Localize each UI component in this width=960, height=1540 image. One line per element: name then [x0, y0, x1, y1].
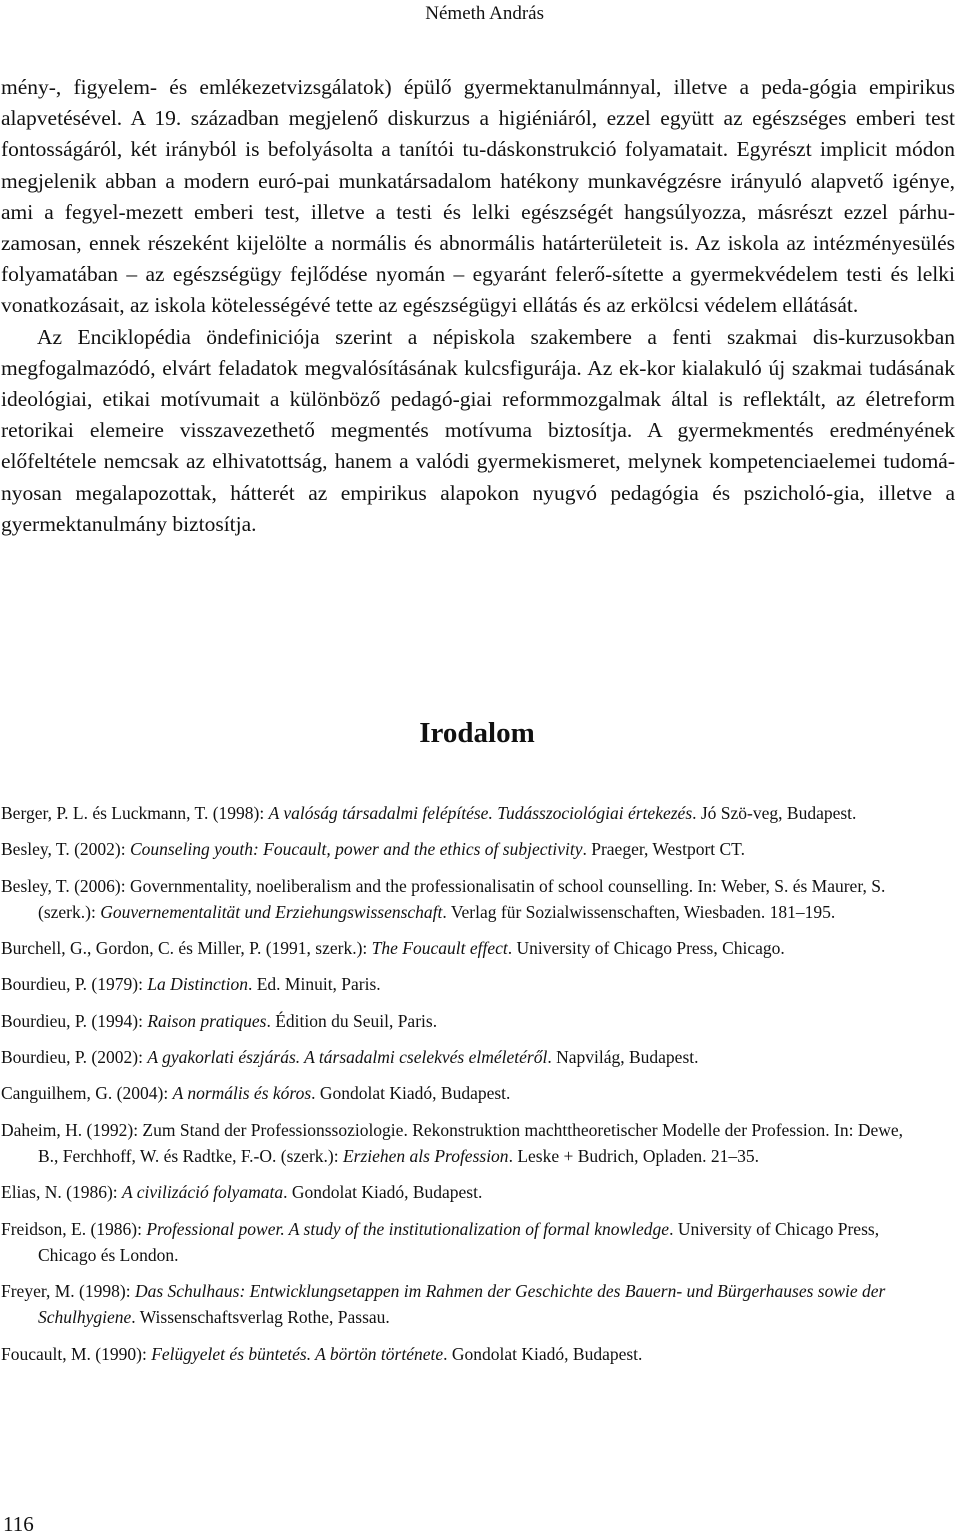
- reference-list: [1, 800, 919, 1377]
- reference-title: Raison pratiques: [147, 1010, 267, 1031]
- reference-publisher: . Praeger, Westport CT.: [582, 839, 745, 860]
- reference-authors: Daheim, H. (1992): Zum Stand der Professionssoziologie. Rekonstruktion machttheoretischer Modelle der Profession. In: Dewe, B., Ferchhoff, W. és Radtke, F.-O. (szerk.):: [1, 1119, 904, 1166]
- reference-title: The Foucault effect: [371, 938, 508, 959]
- reference-publisher: . Gondolat Kiadó, Budapest.: [283, 1182, 483, 1203]
- reference-item: [1, 1341, 919, 1367]
- reference-title: Gouvernementalität und Erziehungswissenschaft: [100, 901, 443, 922]
- reference-authors: Bourdieu, P. (1979):: [1, 974, 148, 995]
- reference-authors: Bourdieu, P. (1994):: [1, 1010, 148, 1031]
- reference-title: La Distinction: [147, 974, 248, 995]
- section-title: Irodalom: [419, 717, 535, 749]
- reference-publisher: . Gondolat Kiadó, Budapest.: [443, 1343, 643, 1364]
- reference-authors: Foucault, M. (1990):: [1, 1343, 152, 1364]
- reference-authors: Elias, N. (1986):: [1, 1182, 123, 1203]
- reference-authors: Besley, T. (2002):: [1, 839, 130, 860]
- reference-title: Erziehen als Profession: [342, 1145, 509, 1166]
- reference-title: Counseling youth: Foucault, power and the ethics of subjectivity: [129, 839, 583, 860]
- reference-item: [1, 1080, 919, 1106]
- reference-item: [1, 873, 919, 926]
- reference-publisher: . University of Chicago Press, Chicago.: [507, 938, 785, 959]
- reference-authors: Bourdieu, P. (2002):: [1, 1047, 148, 1068]
- running-head: Németh András: [425, 3, 544, 24]
- reference-item: [1, 1117, 919, 1170]
- reference-authors: Freidson, E. (1986):: [1, 1218, 147, 1239]
- reference-publisher: . University of Chicago Press, Chicago és London.: [38, 1218, 880, 1265]
- reference-authors: Freyer, M. (1998):: [1, 1281, 135, 1302]
- body-paragraph: mény-, figyelem- és emlékezetvizsgálatok) épülő gyermektanulmánnyal, illetve a peda-gógia empirikus alapvetésével. A 19. században megjelenő diskurzus a higiéniáról, ezzel együtt az egészséges emberi test fontosságáról, két irányból is befolyásolta a tanítói tu-dáskonstrukció folyamatait. Egyrészt implicit módon megjelenik abban a modern euró-pai munkatársadalom hatékony munkavégzésre irányuló alapvető igénye, ami a fegyel-mezett emberi test, illetve a testi és lelki egészségét hangsúlyozza, másrészt ezzel párhu-zamosan, ennek részeként kijelölte a normális és abnormális határterületeit is. Az iskola az intézményesülés folyamatában – az egészségügy fejlődése nyomán – egyaránt felerő-sítette a gyermekvédelem testi és lelki vonatkozásait, az iskola kötelességévé tette az egészségügyi ellátás és az erkölcsi védelem ellátását.: [1, 75, 955, 318]
- reference-authors: Burchell, G., Gordon, C. és Miller, P. (1991, szerk.):: [1, 938, 372, 959]
- reference-item: [1, 1179, 919, 1205]
- reference-title: A gyakorlati észjárás. A társadalmi cselekvés elméletéről: [147, 1047, 548, 1068]
- body-text: [1, 72, 955, 540]
- reference-title: Das Schulhaus: Entwicklungsetappen im Rahmen der Geschichte des Bauern- und Bürgerhauses sowie der Schulhygiene: [38, 1281, 886, 1328]
- reference-title: Felügyelet és büntetés. A börtön története: [151, 1343, 444, 1364]
- reference-publisher: . Napvilág, Budapest.: [547, 1047, 699, 1068]
- reference-authors: Besley, T. (2006): Governmentality, noeliberalism and the professionalisatin of school counselling. In: Weber, S. és Maurer, S. (szerk.):: [1, 875, 886, 922]
- reference-item: [1, 935, 919, 961]
- reference-publisher: . Verlag für Sozialwissenschaften, Wiesbaden. 181–195.: [442, 901, 836, 922]
- reference-item: [1, 971, 919, 997]
- reference-publisher: . Jó Szö-veg, Budapest.: [692, 803, 857, 823]
- reference-authors: Berger, P. L. és Luckmann, T. (1998):: [1, 803, 269, 823]
- reference-item: [1, 836, 919, 862]
- reference-title: Professional power. A study of the institutionalization of formal knowledge: [146, 1218, 670, 1239]
- reference-authors: Canguilhem, G. (2004):: [1, 1083, 173, 1104]
- reference-title: A valóság társadalmi felépítése. Tudásszociológiai értekezés: [268, 803, 693, 823]
- page-number: 116: [3, 1512, 34, 1536]
- reference-item: [1, 1278, 919, 1331]
- reference-publisher: . Ed. Minuit, Paris.: [247, 974, 381, 995]
- reference-title: A civilizáció folyamata: [122, 1182, 284, 1203]
- reference-publisher: . Wissenschaftsverlag Rothe, Passau.: [131, 1307, 390, 1328]
- reference-item: [1, 1044, 919, 1070]
- reference-item: [1, 800, 919, 826]
- reference-item: [1, 1008, 919, 1034]
- reference-publisher: . Leske + Budrich, Opladen. 21–35.: [508, 1145, 760, 1166]
- reference-title: A normális és kóros: [172, 1083, 312, 1104]
- body-paragraph: Az Enciklopédia öndefiniciója szerint a népiskola szakembere a fenti szakmai dis-kurzusokban megfogalmazódó, elvárt feladatok megvalósításának kulcsfigurája. Az ek-kor kialakuló új szakmai tudásának ideológiai, etikai motívumait a különböző pedagó-giai reformmozgalmak által is reflektált, az életreform retorikai elemeire visszavezethető megmentés motívuma biztosítja. A gyermekmentés eredményének előfeltétele nemcsak az elhivatottság, hanem a valódi gyermekismeret, melynek kompetenciaelemei tudomá-nyosan megalapozottak, hátterét az empirikus alapokon nyugvó pedagógia és pszicholó-gia, illetve a gyermektanulmány biztosítja.: [1, 324, 955, 536]
- reference-publisher: . Gondolat Kiadó, Budapest.: [311, 1083, 511, 1104]
- reference-publisher: . Édition du Seuil, Paris.: [266, 1010, 438, 1031]
- reference-item: [1, 1216, 919, 1269]
